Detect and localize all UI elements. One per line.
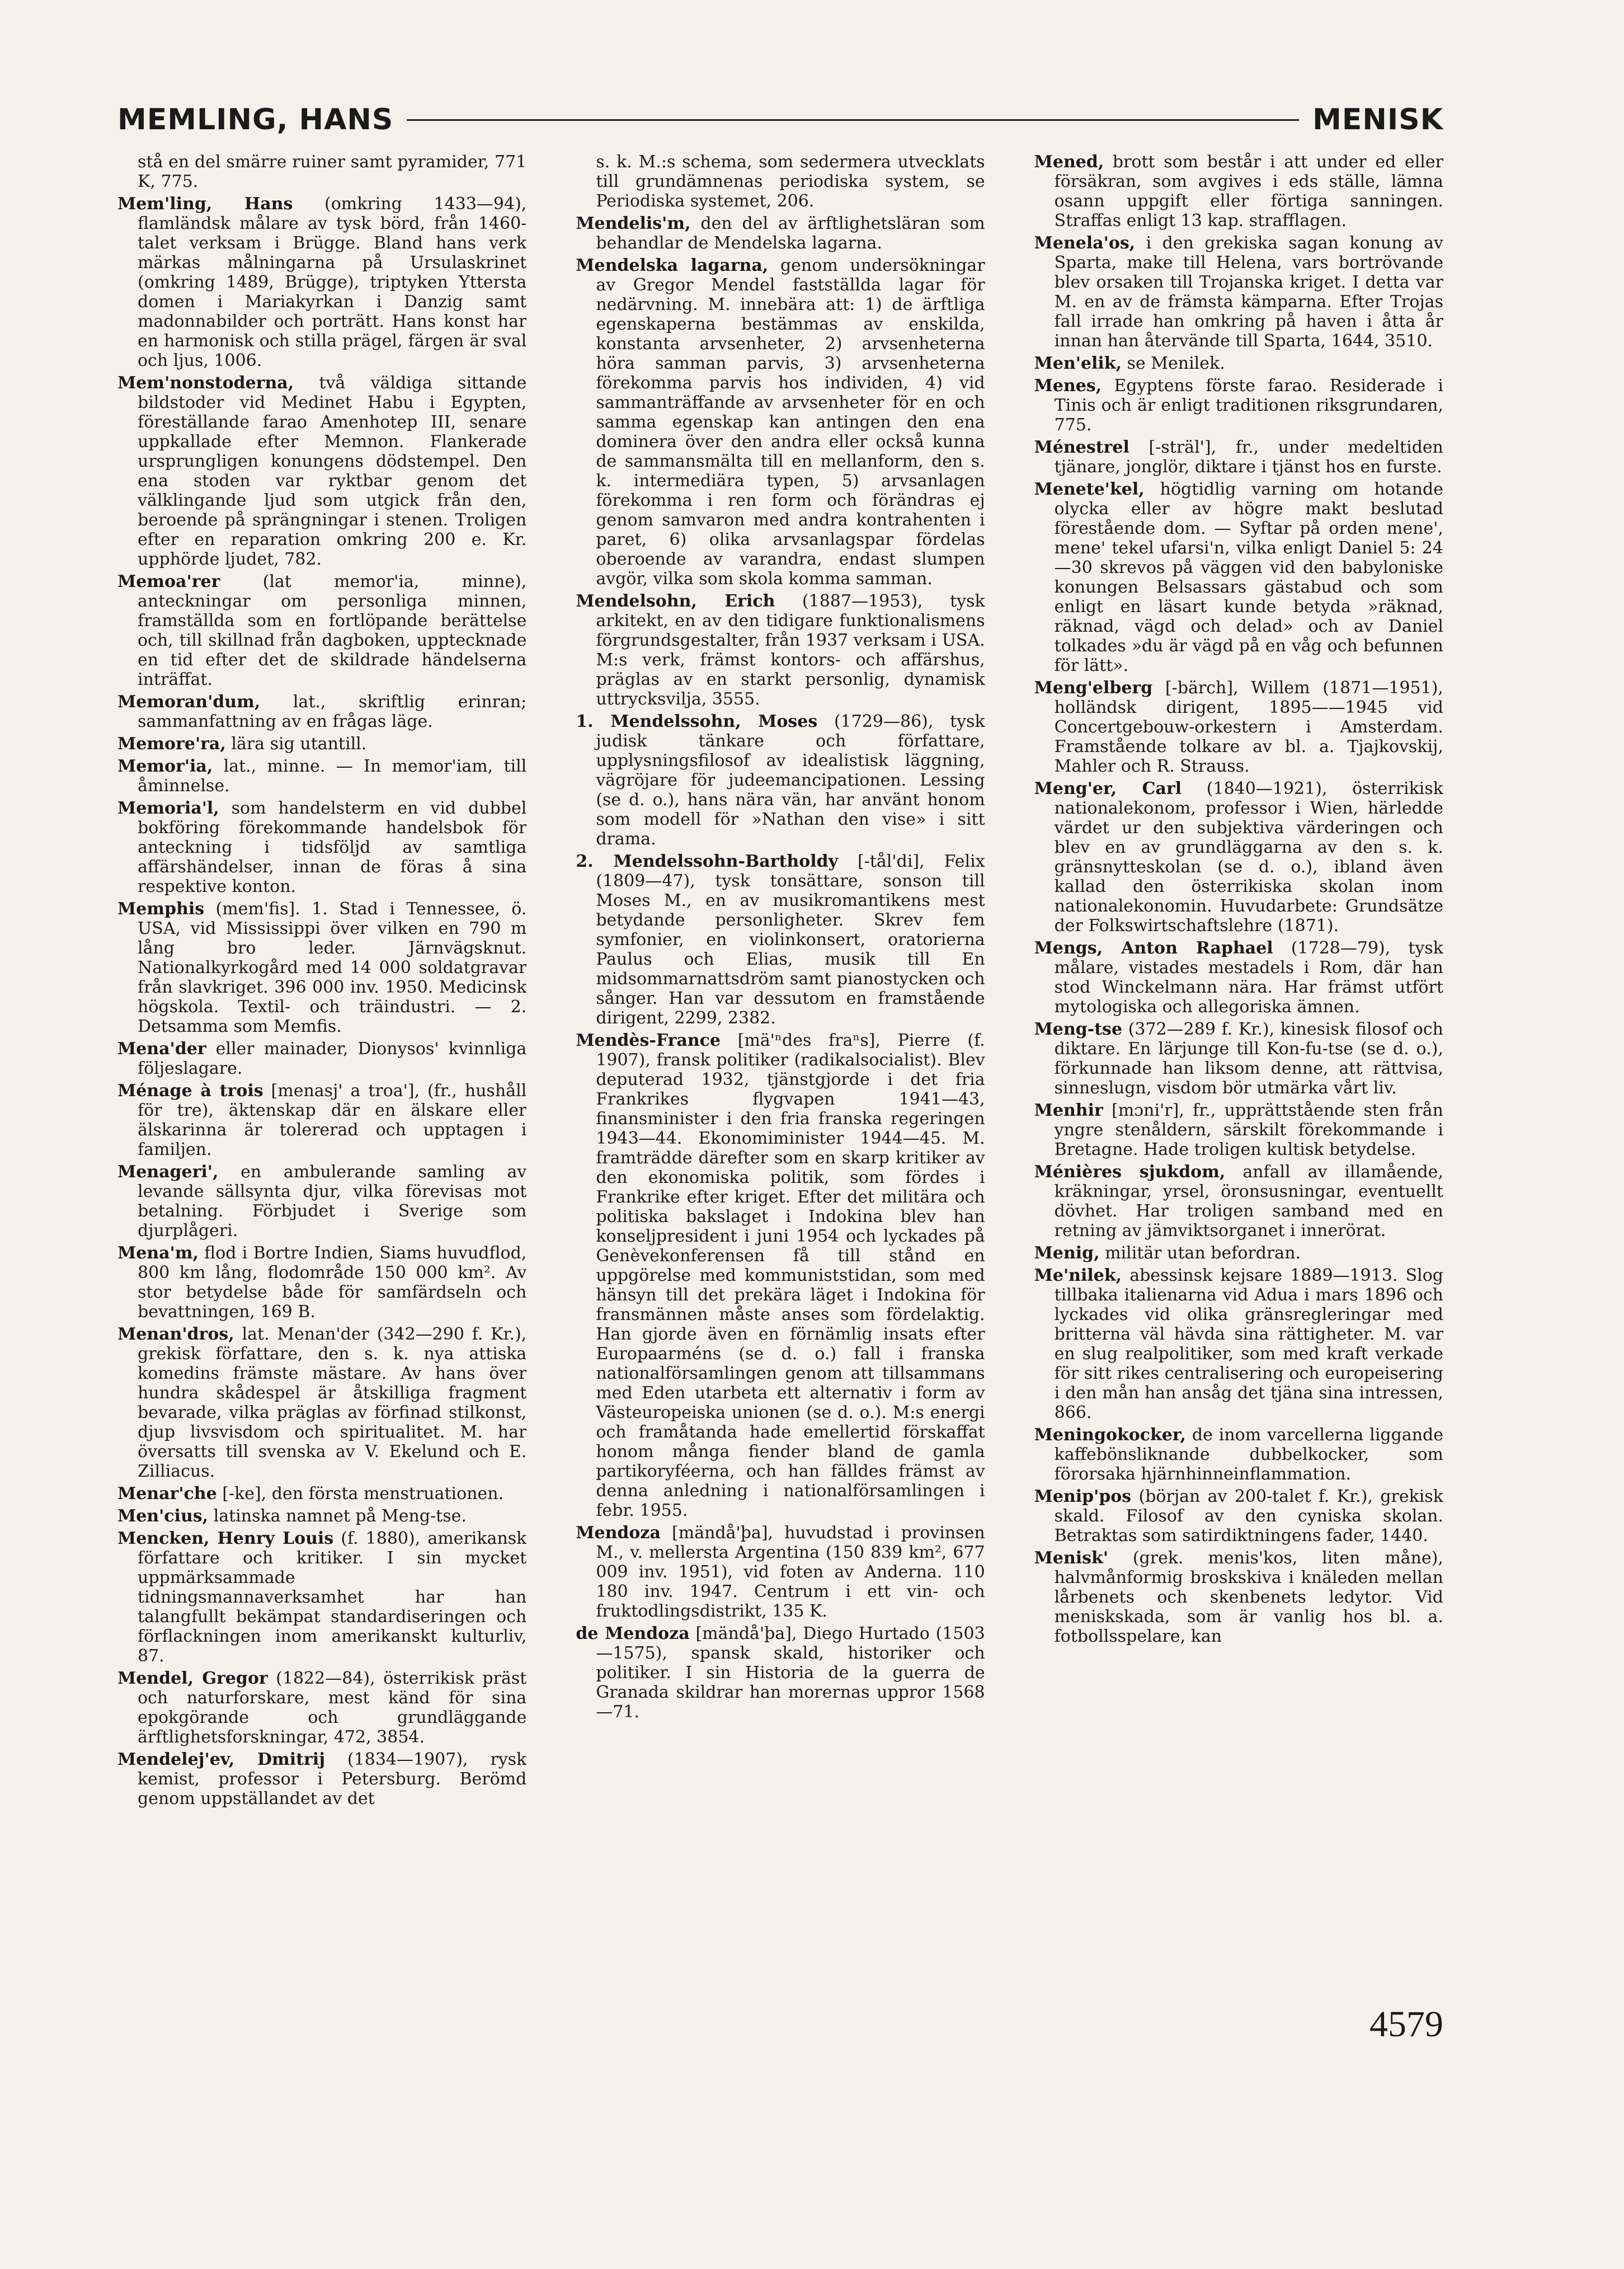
dictionary-entry [117,1081,526,1159]
dictionary-entry [1034,1487,1443,1545]
entry-headword: 2. Mendelssohn-Bartholdy [576,852,839,871]
dictionary-entry [117,1243,526,1322]
entry-text: (372—289 f. Kr.), kinesisk filosof och diktare. En lärjunge till Kon-fu-tse (se d. o.), förkunnade han liksom denne, att rättvisa, sinneslugn, visdom bör utmärka vårt liv. [1054,1020,1443,1098]
entry-text: i den grekiska sagan konung av Sparta, make till Helena, vars bortrövande blev orsaken till Trojanska kriget. I detta var M. en av de främsta kämparna. Efter Trojas fall irrade han omkring på haven i åtta år innan han återvände till Sparta, 1644, 3510. [1054,233,1443,351]
dictionary-entry [117,1039,526,1078]
entry-text: (grek. menis'kos, liten måne), halvmånformig broskskiva i knäleden mellan lårbenets och skenbenets ledytor. Vid meniskskada, som är vanlig hos bl. a. fotbollsspelare, kan [1054,1548,1443,1646]
entry-text: de inom varcellerna liggande kaffebönsliknande dubbelkocker, som förorsaka hjärnhinneinflammation. [1054,1425,1443,1484]
entry-headword: Men'cius, [117,1506,209,1526]
dictionary-entry [117,1162,526,1241]
entry-headword: Ménage à trois [117,1081,263,1101]
header-first-word: MEMLING, HANS [117,103,394,137]
entry-text: (omkring 1433—94), flamländsk målare av tysk börd, från 1460-talet verksam i Brügge. Bland hans verk märkas målningarna på Ursulaskrinet (omkring 1489, Brügge), triptyken Yttersta domen i Mariakyrkan i Danzig samt madonnabilder och porträtt. Hans konst har en harmonisk och stilla prägel, färgen är sval och ljus, 1006. [138,194,527,370]
entry-headword: Menhir [1034,1101,1103,1120]
entry-headword: Men'elik, [1034,354,1122,373]
column-left [117,152,526,1892]
column-right [1034,152,1443,1892]
entry-headword: Menela'os, [1034,233,1136,253]
entry-text: latinska namnet på Meng-tse. [208,1506,467,1526]
entry-headword: Mem'ling, Hans [117,194,293,214]
dictionary-entry [117,1669,526,1747]
entry-headword: Mendès-France [576,1031,721,1050]
entry-headword: Mendelska lagarna, [576,256,769,275]
dictionary-entry [1034,376,1443,435]
entry-headword: Mengs, Anton Raphael [1034,938,1273,958]
entry-text: lat., skriftlig erinran; sammanfattning av en frågas läge. [138,692,527,731]
entry-text: som handelsterm en vid dubbel bokföring förekommande handelsbok för anteckning i tidsföljd av samtliga affärshändelser, innan de föras å sina respektive konton. [138,798,527,896]
dictionary-entry [576,1523,985,1621]
dictionary-entry [117,572,526,689]
dictionary-entry [1034,938,1443,1017]
entry-text: en ambulerande samling av levande sällsynta djur, vilka förevisas mot betalning. Förbjudet i Sverige som djurplågeri. [138,1162,527,1241]
entry-text: (början av 200-talet f. Kr.), grekisk skald. Filosof av den cyniska skolan. Betraktas som satirdiktningens fader, 1440. [1054,1487,1443,1545]
entry-text: lära sig utantill. [225,734,367,754]
entry-text: eller mainader, Dionysos' kvinnliga följeslagare. [138,1039,527,1078]
dictionary-entry [576,214,985,253]
entry-text: [-bärch], Willem (1871—1951), holländsk dirigent, 1895——1945 vid Concertgebouw-orkestern i Amsterdam. Framstående tolkare av bl. a. Tjajkovskij, Mahler och R. Strauss. [1054,678,1443,776]
entry-text: (lat memor'ia, minne), anteckningar om personliga minnen, framställda som en fortlöpande berättelse och, till skillnad från dagboken, upptecknade en tid efter det de skildrade händelserna inträffat. [138,572,527,689]
dictionary-entry [117,1324,526,1481]
dictionary-entry [117,194,526,370]
entry-headword: Memoa'rer [117,572,220,591]
entry-text: (f. 1880), amerikansk författare och kritiker. I sin mycket uppmärksammade tidningsmannaverksamhet har han talangfullt bekämpat standardiseringen och förflackningen inom amerikanskt kulturliv, 87. [138,1529,527,1666]
entry-text: militär utan befordran. [1099,1243,1301,1263]
entry-headword: Me'nilek, [1034,1266,1122,1285]
entry-text: s. k. M.:s schema, som sedermera utvecklats till grundämnenas periodiska system, se Periodiska systemet, 206. [596,152,985,211]
entry-text: (1887—1953), tysk arkitekt, en av den tidigare funktionalismens förgrundsgestalter, från 1937 verksam i USA. M:s verk, främst kontors- och affärshus, präglas av en starkt personlig, dynamisk uttrycksvilja, 3555. [596,591,985,709]
entry-headword: Mendelsohn, Erich [576,591,775,611]
dictionary-entry [1034,678,1443,776]
entry-text: (1834—1907), rysk kemist, professor i Petersburg. Berömd genom uppställandet av det [138,1750,527,1808]
dictionary-entry [117,899,526,1036]
dictionary-entry [576,1031,985,1520]
entry-headword: Menes, [1034,376,1102,396]
entry-headword: Memor'ia, [117,757,213,776]
entry-text: [-ke], den första menstruationen. [216,1484,504,1504]
entry-text: stå en del smärre ruiner samt pyramider, 771 K, 775. [138,152,527,191]
dictionary-entry [1034,1243,1443,1263]
entry-headword: Menip'pos [1034,1487,1132,1506]
dictionary-entry [576,591,985,709]
entry-headword: Ménestrel [1034,438,1129,457]
entry-text: (1840—1921), österrikisk nationalekonom, professor i Wien, härledde värdet ur den subjektiva värderingen och blev en av grundläggarna av den s. k. gränsnytteskolan (se d. o.), ibland även kallad den österrikiska skolan inom nationalekonomin. Huvudarbete: Grundsätze der Folkswirtschaftslehre (1871). [1054,779,1443,936]
dictionary-entry [1034,152,1443,231]
entry-text: Egyptens förste farao. Residerade i Tinis och är enligt traditionen riksgrundaren, 775. [1054,376,1443,435]
entry-headword: Memoran'dum, [117,692,261,712]
entry-headword: Meningokocker, [1034,1425,1186,1445]
entry-text: [mändå'þa], huvudstad i provinsen M., v. mellersta Argentina (150 839 km², 677 009 inv. 1951), vid foten av Anderna. 110 180 inv. 1947. Centrum i ett vin- och fruktodlingsdistrikt, 135 K. [596,1523,985,1621]
dictionary-entry [576,1624,985,1722]
entry-headword: Mena'm, [117,1243,199,1263]
entry-headword: Mendel, Gregor [117,1669,268,1688]
entry-text: den del av ärftlighetsläran som behandlar de Mendelska lagarna. [596,214,985,253]
dictionary-entry [1034,233,1443,351]
entry-text: genom undersökningar av Gregor Mendel fastställda lagar för nedärvning. M. innebära att: 1) de ärftliga egenskaperna bestämmas av enskilda, konstanta arvsenheter, 2) arvsenheterna höra samman parvis, 3) arvsenheterna förekomma parvis hos individen, 4) vid sammanträffande av arvsenheter för en och samma egenskap kan antingen den ena dominera över den andra eller också kunna de sammansmälta till en mellanform, den s. k. intermediära typen, 5) arvsanlagen förekomma i ren form och förändras ej genom samvaron med andra kontrahenten i paret, 6) olika arvsanlagspar fördelas oberoende av varandra, endast slumpen avgör, vilka som skola komma samman. [596,256,985,589]
header-last-word: MENISK [1312,103,1443,137]
dictionary-entry [1034,438,1443,477]
entry-headword: Meng'er, Carl [1034,779,1182,798]
entry-headword: Mendelej'ev, Dmitrij [117,1750,326,1769]
entry-text: [mä'ⁿdes fraⁿs], Pierre (f. 1907), fransk politiker (radikalsocialist). Blev deputerad 1932, tjänstgjorde i det fria Frankrikes flygvapen 1941—43, finansminister i den fria franska regeringen 1943—44. Ekonomiminister 1944—45. M. framträdde därefter som en skarp kritiker av den ekonomiska politik, som fördes i Frankrike efter kriget. Efter det militära och politiska bakslaget i Indokina blev han konseljpresident i juni 1954 och lyckades på Genèvekonferensen få till stånd en uppgörelse med kommuniststidan, som med hänsyn till det prekära läget i Indokina för fransmännen måste anses som fördelaktig. Han gjorde även en förnämlig insats efter Europaarméns (se d. o.) fall i franska nationalförsamlingen genom att tillsammans med Eden utarbeta ett alternativ i form av Västeuropeiska unionen (se d. o.). M:s energi och framåtanda hade emellertid förskaffat honom många fiender bland de gamla partikoryféerna, och han fälldes främst av denna anledning i nationalförsamlingen i febr. 1955. [596,1031,985,1520]
entry-text: (1822—84), österrikisk präst och naturforskare, mest känd för sina epokgörande och grundläggande ärftlighetsforskningar, 472, 3854. [138,1669,527,1747]
dictionary-entry [1034,1548,1443,1646]
entry-headword: Meng'elberg [1034,678,1153,698]
entry-text: [-sträl'], fr., under medeltiden tjänare, jonglör, diktare i tjänst hos en furste. [1054,438,1443,477]
dictionary-entry [1034,354,1443,373]
entry-text: lat. Menan'der (342—290 f. Kr.), grekisk författare, den s. k. nya attiska komedins främste mästare. Av hans över hundra skådespel är åtskilliga fragment bevarade, vilka präglas av förfinad stilkonst, djup livsvisdom och spiritualitet. M. har översatts till svenska av V. Ekelund och E. Zilliacus. [138,1324,527,1481]
entry-headword: Mendoza [576,1523,661,1543]
dictionary-entry [1034,480,1443,675]
entry-headword: Memoria'l, [117,798,219,818]
entry-headword: de Mendoza [576,1624,690,1643]
entry-text: (1728—79), tysk målare, vistades mestadels i Rom, där han stod Winckelmann nära. Har främst utfört mytologiska och allegoriska ämnen. [1054,938,1443,1017]
entry-text: [mɔni'r], fr., upprättstående sten från yngre stenåldern, särskilt förekommande i Bretagne. Hade troligen kultisk betydelse. [1054,1101,1443,1159]
dictionary-entry [1034,779,1443,936]
entry-text: (mem'fis]. 1. Stad i Tennessee, ö. USA, vid Mississippi över vilken en 790 m lång bro leder. Järnvägsknut. Nationalkyrkogård med 14 000 soldatgravar från slavkriget. 396 000 inv. 1950. Medicinsk högskola. Textil- och träindustri. — 2. Detsamma som Memfis. [138,899,527,1036]
text-columns [117,152,1443,1892]
dictionary-entry [117,1484,526,1504]
dictionary-entry [117,692,526,731]
entry-headword: Ménières sjukdom, [1034,1162,1226,1182]
header-rule [407,119,1299,121]
entry-text: se Menilek. [1122,354,1225,373]
dictionary-entry [1034,1266,1443,1422]
entry-headword: Memore'ra, [117,734,226,754]
dictionary-entry [117,1529,526,1666]
entry-text: [-tål'di], Felix (1809—47), tysk tonsättare, sonson till Moses M., en av musikromantikens mest betydande personligheter. Skrev fem symfonier, en violinkonsert, oratorierna Paulus och Elias, musik till En midsommarnattsdröm samt pianostycken och sånger. Han var dessutom en framstående dirigent, 2299, 2382. [596,852,985,1028]
dictionary-entry [1034,1020,1443,1098]
entry-text: anfall av illamående, kräkningar, yrsel, öronsusningar, eventuellt dövhet. Har troligen samband med en retning av jämviktsorganet i innerörat. [1054,1162,1443,1241]
dictionary-entry [576,152,985,211]
dictionary-entry [117,1506,526,1526]
entry-headword: Memphis [117,899,205,919]
entry-headword: Meng-tse [1034,1020,1123,1039]
page-number: 4579 [1369,2004,1443,2045]
entry-text: abessinsk kejsare 1889—1913. Slog tillbaka italienarna vid Adua i mars 1896 och lyckades vid olika gränsregleringar med britterna väl hävda sina rättigheter. M. var en slug realpolitiker, som med kraft verkade för sitt rikes centralisering och europeisering i den mån han ansåg det tjäna sina intressen, 866. [1054,1266,1443,1422]
dictionary-entry [576,852,985,1028]
entry-headword: Mem'nonstoderna, [117,373,294,393]
entry-headword: Mened, [1034,152,1104,172]
dictionary-entry [117,1750,526,1808]
entry-headword: Menisk' [1034,1548,1109,1568]
dictionary-entry [1034,1425,1443,1484]
dictionary-entry [576,712,985,849]
entry-text: lat., minne. — In memor'iam, till åminnelse. [138,757,527,796]
entry-headword: 1. Mendelssohn, Moses [576,712,818,731]
entry-text: två väldiga sittande bildstoder vid Medinet Habu i Egypten, föreställande farao Amenhotep III, senare uppkallade efter Memnon. Flankerade ursprungligen konungens dödstempel. Den ena stoden var ryktbar genom det välklingande ljud som utgick från den, beroende på sprängningar i stenen. Troligen efter en reparation omkring 200 e. Kr. upphörde ljudet, 782. [138,373,527,569]
entry-headword: Menete'kel, [1034,480,1145,499]
entry-headword: Menig, [1034,1243,1100,1263]
dictionary-entry [576,256,985,589]
entry-text: [mändå'þa], Diego Hurtado (1503—1575), spansk skald, historiker och politiker. I sin Historia de la guerra de Granada skildrar han morernas uppror 1568—71. [596,1624,985,1722]
dictionary-entry [117,152,526,191]
entry-text: flod i Bortre Indien, Siams huvudflod, 800 km lång, flodområde 150 000 km². Av stor betydelse både för samfärdseln och bevattningen, 169 B. [138,1243,527,1322]
dictionary-entry [117,734,526,754]
dictionary-entry [117,757,526,796]
entry-headword: Menageri', [117,1162,219,1182]
dictionary-entry [1034,1162,1443,1241]
entry-text: [menasj' a troa'], (fr., hushåll för tre), äktenskap där en älskare eller älskarinna är tolererad och upptagen i familjen. [138,1081,527,1159]
dictionary-entry [117,798,526,896]
entry-text: högtidlig varning om hotande olycka eller av högre makt beslutad förestående dom. — Syftar på orden mene', mene' tekel ufarsi'n, vilka enligt Daniel 5: 24—30 skrevos på väggen vid den babyloniske konungen Belsassars gästabud och som enligt en läsart kunde betyda »räknad, räknad, vägd och delad» och av Daniel tolkades »du är vägd på en våg och befunnen för lätt». [1054,480,1443,675]
running-header [117,94,1443,145]
entry-headword: Menan'dros, [117,1324,234,1344]
entry-headword: Mendelis'm, [576,214,691,233]
column-middle [576,152,985,1892]
dictionary-entry [1034,1101,1443,1159]
entry-text: (1729—86), tysk judisk tänkare och författare, upplysningsfilosof av idealistisk läggning, vägröjare för judeemancipationen. Lessing (se d. o.), hans nära vän, har använt honom som modell för »Nathan den vise» i sitt drama. [596,712,985,849]
entry-text: brott som består i att under ed eller försäkran, som avgives i eds ställe, lämna osann uppgift eller förtiga sanningen. Straffas enligt 13 kap. strafflagen. [1054,152,1443,231]
entry-headword: Menar'che [117,1484,217,1504]
entry-headword: Mena'der [117,1039,206,1059]
dictionary-entry [117,373,526,569]
entry-headword: Mencken, Henry Louis [117,1529,334,1548]
